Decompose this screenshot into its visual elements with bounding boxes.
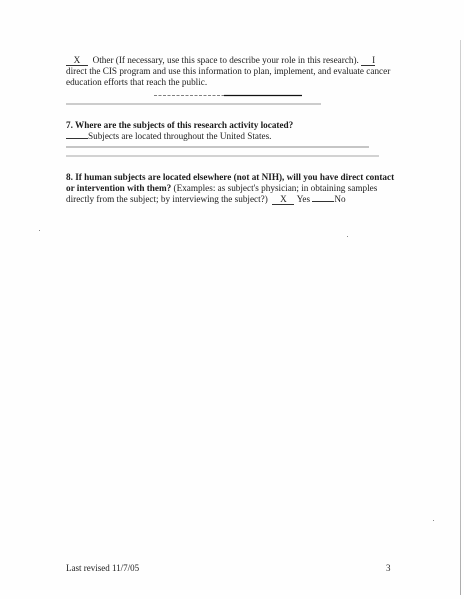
question-7-heading: 7. Where are the subjects of this research activity located?	[66, 120, 294, 130]
question-7-blank[interactable]	[66, 138, 88, 139]
scan-speck	[347, 236, 348, 237]
question-8-heading: 8. If human subjects are located elsewhere (not at NIH), will you have direct contact or intervention with them?	[66, 172, 395, 194]
question-7-answer-lines	[66, 145, 386, 159]
no-label: No	[334, 194, 346, 205]
question-8	[66, 172, 396, 206]
yes-checkbox-mark[interactable]: X	[272, 195, 294, 205]
role-description-start: I	[361, 56, 375, 66]
no-checkbox-mark[interactable]	[312, 201, 334, 202]
footer-revised-date: Last revised 11/7/05	[66, 563, 140, 573]
other-role-label: Other (If necessary, use this space to describe your role in this research).	[92, 55, 359, 65]
yes-label: Yes	[296, 194, 311, 205]
footer-page-number: 3	[386, 563, 391, 573]
scan-speck	[433, 520, 434, 521]
page-edge-shadow	[460, 40, 461, 595]
role-description-text: direct the CIS program and use this information to plan, implement, and evaluate cancer education efforts that reach the public.	[66, 66, 391, 88]
question-8-examples: (Examples: as subject's physician; in obtaining samples directly from the subject; by interviewing the subject?)	[66, 183, 378, 205]
scan-speck	[39, 230, 40, 231]
question-7	[66, 120, 396, 142]
other-answer-lines	[66, 93, 326, 107]
question-7-answer: Subjects are located throughout the United States.	[88, 131, 272, 142]
other-role-paragraph	[66, 55, 396, 89]
other-checkbox-mark[interactable]: X	[66, 56, 88, 66]
